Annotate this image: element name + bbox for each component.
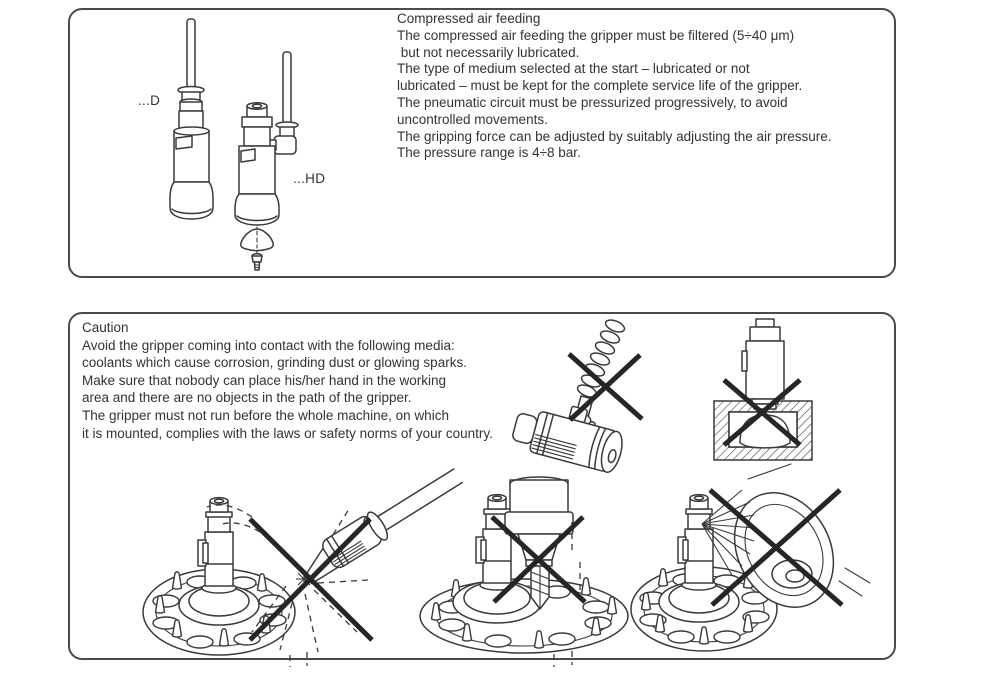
- prohibition-scenes-illustration: [102, 462, 902, 667]
- text-line: The pressure range is 4÷8 bar.: [397, 145, 581, 161]
- no-drilling-scene: [420, 477, 628, 667]
- text-line: Make sure that nobody can place his/her hand in the working: [82, 372, 446, 388]
- caution-title: Caution: [82, 320, 129, 335]
- gripper-variants-illustration: [102, 10, 402, 276]
- no-hanging-by-hose-illustration: [497, 317, 662, 482]
- no-cavity-mounting-illustration: [702, 312, 832, 462]
- compressed-air-text: [397, 11, 832, 162]
- no-sparks-scene: [143, 462, 466, 667]
- text-line: The gripper must not run before the whole machine, on which: [82, 407, 449, 423]
- gripper-hd-label: ...HD: [293, 171, 326, 186]
- text-line: coolants which cause corrosion, grinding dust or glowing sparks.: [82, 355, 467, 371]
- no-grinding-scene: [631, 464, 870, 651]
- text-line: The gripping force can be adjusted by suitably adjusting the air pressure.: [397, 128, 832, 144]
- gripper-d-label: ...D: [138, 93, 161, 108]
- text-line: uncontrolled movements.: [397, 111, 548, 127]
- text-line: The type of medium selected at the start – lubricated or not: [397, 61, 750, 77]
- text-line: lubricated – must be kept for the complete service life of the gripper.: [397, 78, 803, 94]
- gripper-d-icon: [170, 19, 213, 219]
- text-line: it is mounted, complies with the laws or safety norms of your country.: [82, 425, 493, 441]
- text-line: but not necessarily lubricated.: [397, 44, 580, 60]
- compressed-air-title: Compressed air feeding: [397, 11, 541, 26]
- text-line: The pneumatic circuit must be pressurized progressively, to avoid: [397, 94, 788, 110]
- text-line: The compressed air feeding the gripper must be filtered (5÷40 μm): [397, 27, 795, 43]
- text-line: Avoid the gripper coming into contact with the following media:: [82, 337, 455, 353]
- text-line: area and there are no objects in the path of the gripper.: [82, 390, 412, 406]
- gripper-hd-icon: [235, 52, 298, 270]
- fixture-plate-icon: [420, 578, 628, 653]
- caution-panel: [68, 312, 896, 660]
- caution-text: [82, 319, 493, 442]
- gripper-icon: [476, 495, 514, 590]
- compressed-air-panel: [68, 8, 896, 278]
